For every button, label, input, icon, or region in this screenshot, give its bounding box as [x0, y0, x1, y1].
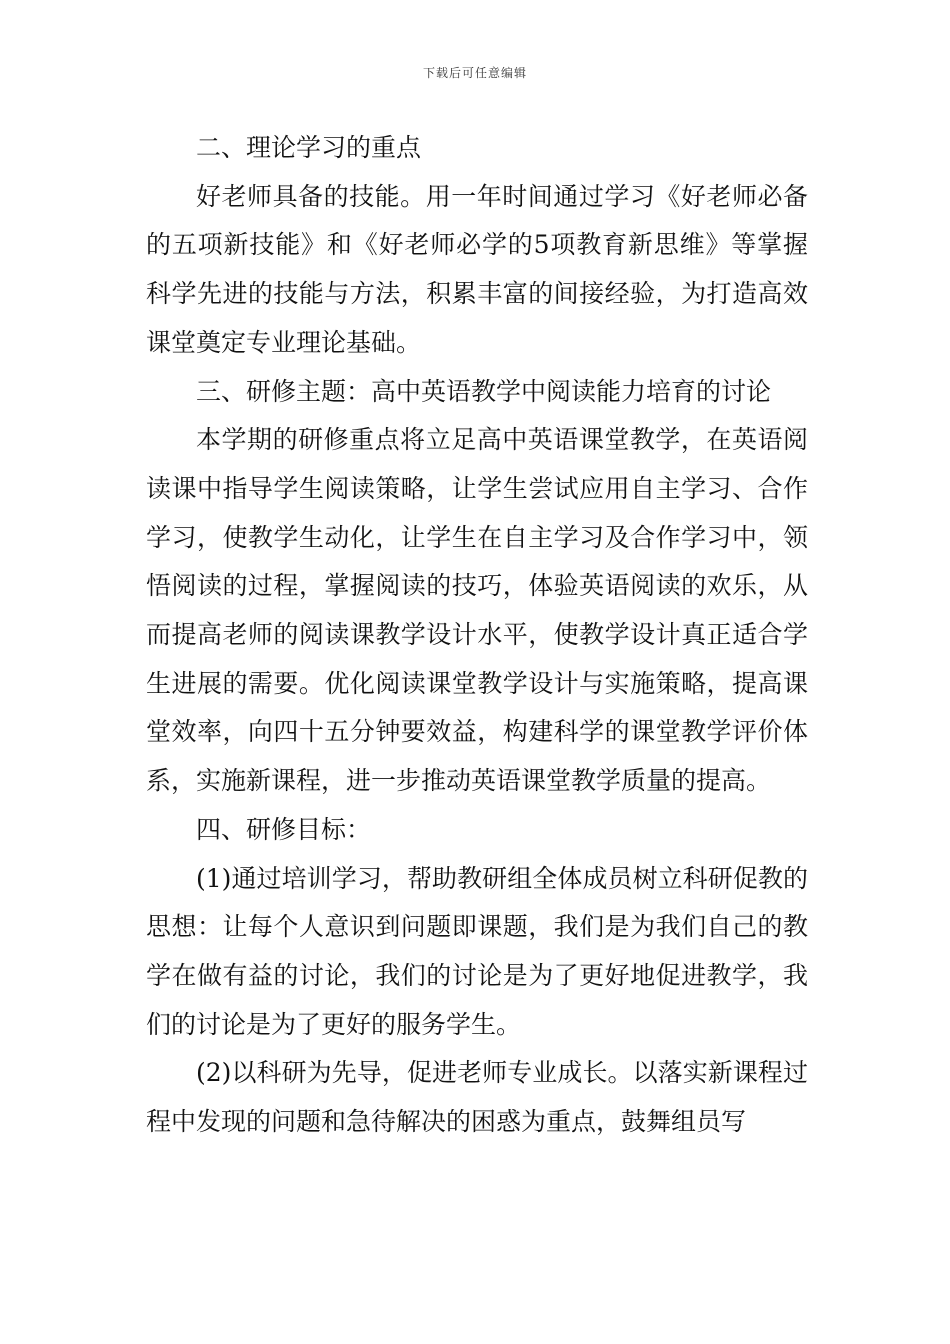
page-header: 下载后可任意编辑: [422, 66, 527, 80]
section-heading-theory-focus: 二、理论学习的重点: [196, 133, 422, 162]
document-body: [146, 124, 808, 1147]
paragraph-teacher-skills: 好老师具备的技能。用一年时间通过学习《好老师必备的五项新技能》和《好老师必学的5项教育新思维》等掌握科学先进的技能与方法，积累丰富的间接经验，为打造高效课堂奠定专业理论基础。: [146, 181, 808, 357]
paragraph-goal-1: (1)通过培训学习，帮助教研组全体成员树立科研促教的思想：让每个人意识到问题即课题，我们是为我们自己的教学在做有益的讨论，我们的讨论是为了更好地促进教学，我们的讨论是为了更好的服务学生。: [146, 863, 808, 1039]
paragraph-goal-2: (2)以科研为先导，促进老师专业成长。以落实新课程过程中发现的问题和急待解决的困惑为重点，鼓舞组员写: [146, 1058, 808, 1137]
section-heading-research-theme: 三、研修主题：高中英语教学中阅读能力培育的讨论: [196, 376, 772, 406]
section-heading-research-goals: 四、研修目标：: [196, 814, 372, 844]
paragraph-research-focus: 本学期的研修重点将立足高中英语课堂教学，在英语阅读课中指导学生阅读策略，让学生尝试应用自主学习、合作学习，使教学生动化，让学生在自主学习及合作学习中，领悟阅读的过程，掌握阅读的技巧，体验英语阅读的欢乐，从而提高老师的阅读课教学设计水平，使教学设计真正适合学生进展的需要。优化阅读课堂教学设计与实施策略，提高课堂效率，向四十五分钟要效益，构建科学的课堂教学评价体系，实施新课程，进一步推动英语课堂教学质量的提高。: [146, 425, 808, 796]
